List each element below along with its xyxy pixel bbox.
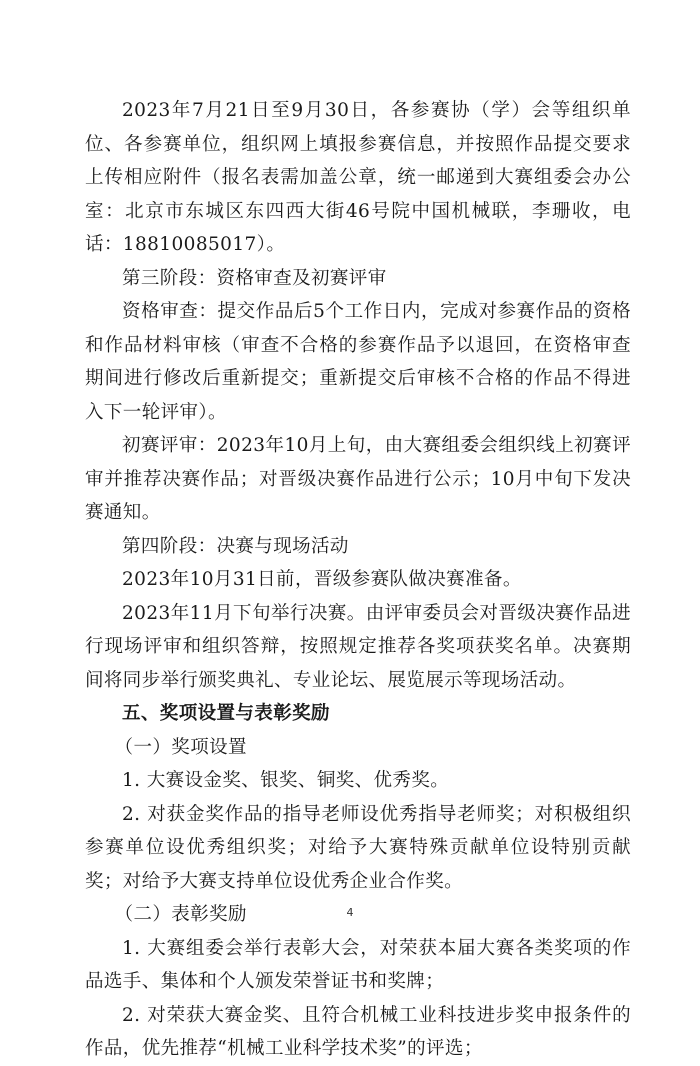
paragraph-submission-period: 2023年7月21日至9月30日，各参赛协（学）会等组织单位、各参赛单位，组织网上填报参赛信息，并按照作品提交要求上传相应附件（报名表需加盖公章，统一邮递到大赛组委会办公室：北京市东城区东四西大街46号院中国机械联，李珊收，电话：18810085017）。 [85,100,631,255]
award-item-1: 1. 大赛设金奖、银奖、铜奖、优秀奖。 [122,770,450,791]
subsection-awards-heading: （一）奖项设置 [114,736,247,758]
subsection-commendation-heading: （二）表彰奖励 [114,904,247,925]
commendation-item-1: 1. 大赛组委会举行表彰大会，对荣获本届大赛各类奖项的作品选手、集体和个人颁发荣誉证书和奖牌； [85,937,631,992]
paragraph-preliminary-review: 初赛评审：2023年10月上旬，由大赛组委会组织线上初赛评审并推荐决赛作品；对晋级决赛作品进行公示；10月中旬下发决赛通知。 [85,435,631,523]
paragraph-qualification-review: 资格审查：提交作品后5个工作日内，完成对参赛作品的资格和作品材料审核（审查不合格的参赛作品予以退回，在资格审查期间进行修改后重新提交；重新提交后审核不合格的作品不得进入下一轮评审）。 [85,301,631,423]
award-item-2: 2. 对获金奖作品的指导老师设优秀指导老师奖；对积极组织参赛单位设优秀组织奖；对给予大赛特殊贡献单位设特别贡献奖；对给予大赛支持单位设优秀企业合作奖。 [85,803,631,892]
commendation-item-2: 2. 对荣获大赛金奖、且符合机械工业科技进步奖申报条件的作品，优先推荐“机械工业科学技术奖”的评选； [85,1004,631,1059]
paragraph-final-event: 2023年11月下旬举行决赛。由评审委员会对晋级决赛作品进行现场评审和组织答辩，按照规定推荐各奖项获奖名单。决赛期间将同步举行颁奖典礼、专业论坛、展览展示等现场活动。 [85,602,631,691]
page-number: 4 [346,906,354,919]
paragraph-final-preparation: 2023年10月31日前，晋级参赛队做决赛准备。 [122,569,522,590]
stage-three-title: 第三阶段：资格审查及初赛评审 [122,267,387,289]
document-body [85,94,631,1066]
stage-four-title: 第四阶段：决赛与现场活动 [122,535,349,557]
section-five-heading: 五、奖项设置与表彰奖励 [122,703,330,724]
